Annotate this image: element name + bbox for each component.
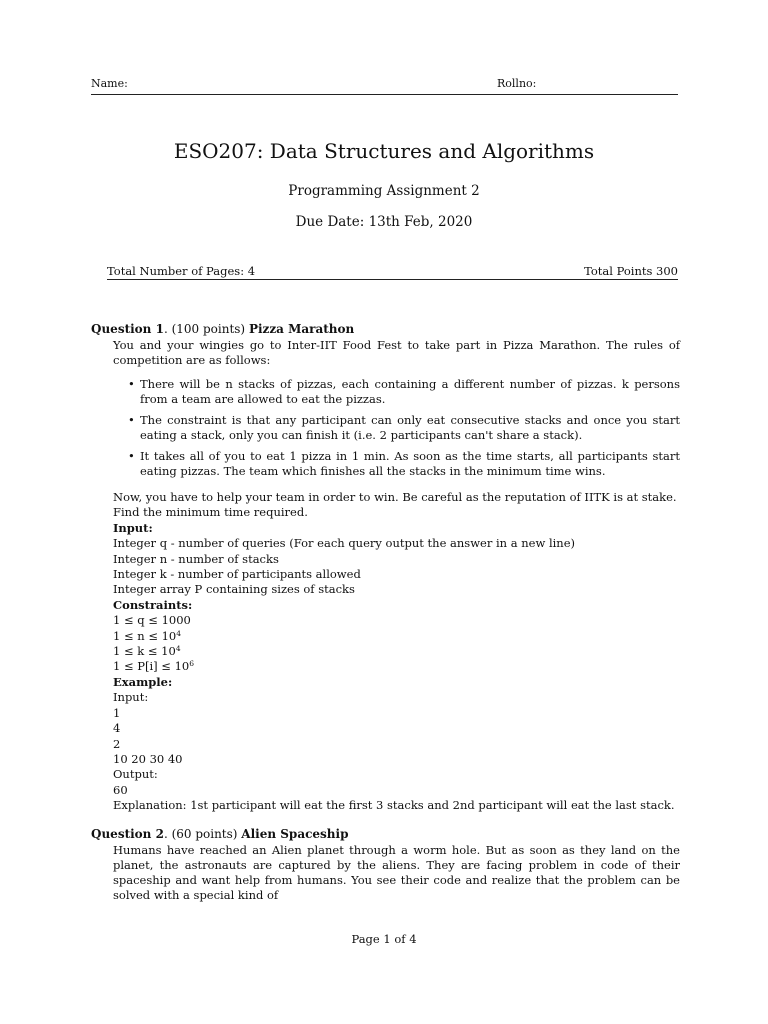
constraint-line [113, 659, 680, 674]
constraint-line [113, 629, 680, 644]
rules-list [113, 377, 680, 485]
meta-row [107, 264, 678, 278]
constraint-base: 1 ≤ n ≤ 10 [113, 628, 177, 643]
question-1-label: Question 1 [91, 322, 164, 336]
question-2-points: . (60 points) [163, 827, 238, 841]
example-line: Output: [113, 767, 158, 782]
constraint-exponent: 4 [176, 628, 182, 638]
total-points: Total Points 300 [584, 264, 678, 278]
constraints-heading: Constraints: [113, 597, 193, 612]
constraint-base: 1 ≤ P[i] ≤ 10 [113, 659, 190, 674]
constraint-line: 1 ≤ q ≤ 1000 [113, 613, 191, 628]
input-heading: Input: [113, 520, 153, 535]
question-1-heading [91, 322, 354, 336]
page-header [91, 77, 678, 90]
input-line: Integer q - number of queries (For each query output the answer in a new line) [113, 536, 576, 551]
input-line: Integer k - number of participants allowed [113, 567, 361, 582]
constraint-base: 1 ≤ k ≤ 10 [113, 644, 176, 659]
question-1-intro: You and your wingies go to Inter-IIT Food Fest to take part in Pizza Marathon. The rules of competition are as follows: [113, 338, 680, 367]
total-pages: Total Number of Pages: 4 [107, 264, 256, 278]
example-line: 4 [113, 721, 121, 736]
document-title: ESO207: Data Structures and Algorithms [173, 139, 595, 163]
header-rule [91, 94, 678, 95]
rule-item: • It takes all of you to eat 1 pizza in 1 min. As soon as the time starts, all participants start eating pizzas. The team which finishes all the stacks in the minimum time wins. [113, 449, 680, 479]
name-label: Name: [91, 77, 128, 90]
body-line: Now, you have to help your team in order to win. Be careful as the reputation of IITK is at stake. [113, 490, 677, 504]
constraint-line [113, 644, 680, 659]
assignment-subtitle: Programming Assignment 2 [288, 183, 480, 199]
example-line: Input: [113, 690, 149, 705]
example-line: 10 20 30 40 [113, 751, 183, 766]
example-line: 1 [113, 705, 121, 720]
input-line: Integer array P containing sizes of stacks [113, 582, 355, 597]
rollno-label: Rollno: [497, 77, 537, 90]
input-line: Integer n - number of stacks [113, 551, 279, 566]
rule-item: • The constraint is that any participant can only eat consecutive stacks and once you start eating a stack, only you can finish it (i.e. 2 participants can't share a stack). [113, 413, 680, 443]
page-footer: Page 1 of 4 [351, 932, 417, 946]
question-2-name: Alien Spaceship [241, 827, 349, 841]
rule-item: • There will be n stacks of pizzas, each containing a different number of pizzas. k persons from a team are allowed to eat the pizzas. [113, 377, 680, 407]
constraint-exponent: 4 [175, 644, 181, 654]
question-1-points: . (100 points) [163, 322, 246, 336]
question-1-body [113, 490, 680, 814]
due-date: Due Date: 13th Feb, 2020 [295, 214, 473, 230]
explanation-line: Explanation: 1st participant will eat the first 3 stacks and 2nd participant will eat the last stack. [113, 798, 675, 813]
example-line: 2 [113, 736, 121, 751]
question-1-name: Pizza Marathon [248, 322, 355, 336]
question-2-heading [91, 827, 348, 841]
example-line: 60 [113, 782, 128, 797]
question-2-body: Humans have reached an Alien planet through a worm hole. But as soon as they land on the planet, the astronauts are captured by the aliens. They are facing problem in code of their spaceship and want help from humans. You see their code and realize that the problem can be solved with a special kind of [113, 843, 680, 902]
example-heading: Example: [113, 674, 173, 689]
question-2-label: Question 2 [91, 827, 164, 841]
body-line: Find the minimum time required. [113, 505, 308, 520]
constraint-exponent: 6 [189, 659, 195, 669]
meta-rule [107, 279, 678, 280]
